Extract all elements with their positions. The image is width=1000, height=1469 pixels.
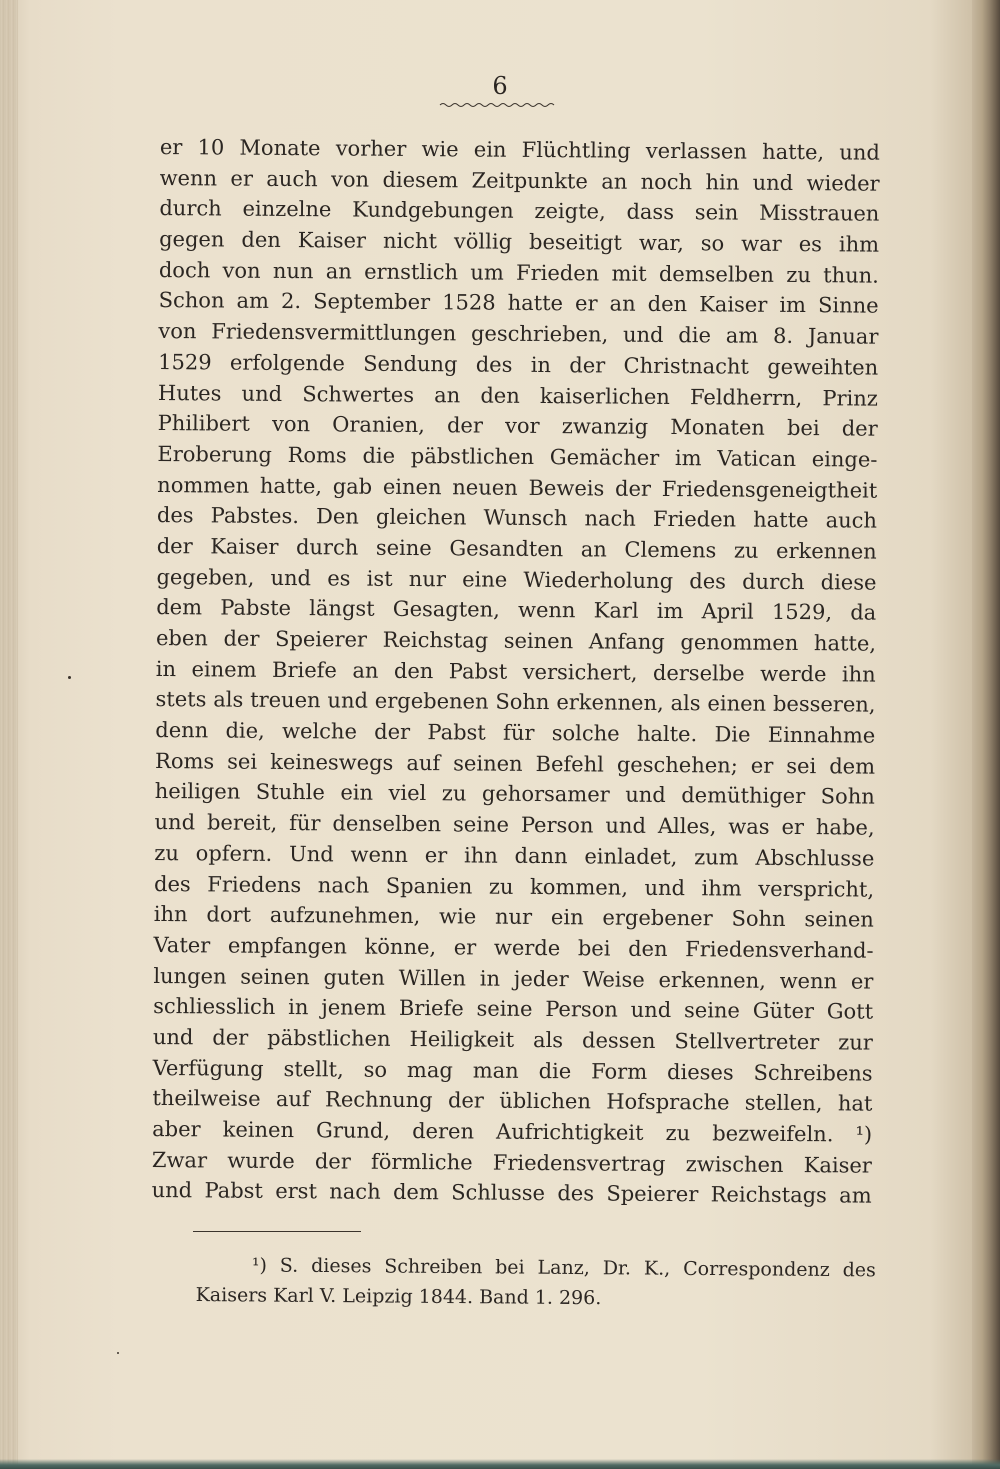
- text-line: theilweise auf Rechnung der üblichen Hofsprache stellen, hat: [152, 1086, 873, 1116]
- text-line: schliesslich in jenem Briefe seine Person und seine Güter Gott: [153, 994, 874, 1024]
- text-line: eben der Speierer Reichstag seinen Anfang genommen hatte,: [155, 625, 877, 656]
- text-line: Hutes und Schwertes an den kaiserlichen Feldherrn, Prinz: [157, 380, 879, 411]
- text-line: doch von nun an ernstlich um Frieden mit demselben zu thun.: [158, 257, 879, 288]
- text-line: nommen hatte, gab einen neuen Beweis der Friedensgeneigtheit: [157, 472, 878, 503]
- text-line: dem Pabste längst Gesagten, wenn Karl im April 1529, da: [156, 595, 877, 625]
- text-line: und bereit, für denselben seine Person und Alles, was er habe,: [154, 810, 875, 840]
- page-number: 6: [492, 72, 508, 100]
- text-line: lungen seinen guten Willen in jeder Weise erkennen, wenn er: [153, 963, 874, 994]
- text-line: stets als treuen und ergebenen Sohn erkennen, als einen besseren,: [155, 687, 876, 718]
- text-line: Zwar wurde der förmliche Friedensvertrag zwischen Kaiser: [151, 1147, 873, 1178]
- text-line: ihn dort aufzunehmen, wie nur ein ergebener Sohn seinen: [153, 902, 874, 932]
- text-line: Vater empfangen könne, er werde bei den Friedensverhand-: [153, 932, 874, 963]
- text-line: und der päbstlichen Heiligkeit als dessen Stellvertreter zur: [152, 1024, 873, 1055]
- footnote: [196, 1250, 876, 1315]
- text-line: der Kaiser durch seine Gesandten an Clemens zu erkennen: [156, 533, 877, 564]
- text-line: in einem Briefe an den Pabst versichert, derselbe werde ihn: [155, 656, 876, 687]
- text-line: durch einzelne Kundgebungen zeigte, dass sein Misstrauen: [159, 196, 880, 227]
- right-page-edge: [972, 0, 1000, 1469]
- text-line: des Pabstes. Den gleichen Wunsch nach Frieden hatte auch: [156, 503, 878, 533]
- text-line: heiligen Stuhle ein viel zu gehorsamer und demüthiger Sohn: [154, 779, 875, 810]
- text-line: aber keinen Grund, deren Aufrichtigkeit zu bezweifeln. ¹): [152, 1116, 873, 1147]
- body-text: [152, 132, 880, 1212]
- text-line: Roms sei keineswegs auf seinen Befehl geschehen; er sei dem: [154, 748, 876, 779]
- footnote-rule: [193, 1231, 361, 1232]
- text-line: und Pabst erst nach dem Schlusse des Speierer Reichstags am: [151, 1178, 872, 1208]
- bottom-page-edge: [0, 1459, 1000, 1469]
- text-line: von Friedensvermittlungen geschrieben, und die am 8. Januar: [158, 319, 879, 349]
- text-line: gegeben, und es ist nur eine Wiederholung des durch diese: [156, 564, 877, 595]
- text-line: Eroberung Roms die päbstlichen Gemächer im Vatican einge-: [157, 441, 878, 472]
- text-line: des Friedens nach Spanien zu kommen, und ihm verspricht,: [154, 871, 875, 902]
- paper-speck: [68, 676, 71, 679]
- text-line: Philibert von Oranien, der vor zwanzig Monaten bei der: [157, 411, 878, 441]
- left-page-edge: [0, 0, 18, 1469]
- wavy-rule-ornament: [438, 100, 558, 110]
- footnote-line: Kaisers Karl V. Leipzig 1844. Band 1. 296.: [195, 1283, 602, 1310]
- text-line: zu opfern. Und wenn er ihn dann einladet, zum Abschlusse: [154, 840, 875, 871]
- footnote-line: ¹) S. dieses Schreiben bei Lanz, Dr. K., Correspondenz des: [251, 1254, 876, 1282]
- text-line: denn die, welche der Pabst für solche halte. Die Einnahme: [155, 718, 876, 748]
- text-line: Schon am 2. September 1528 hatte er an den Kaiser im Sinne: [158, 288, 879, 319]
- paper-speck: [117, 1352, 119, 1354]
- text-line: 1529 erfolgende Sendung des in der Christnacht geweihten: [158, 349, 879, 380]
- text-line: er 10 Monate vorher wie ein Flüchtling verlassen hatte, und: [159, 134, 880, 165]
- text-line: Verfügung stellt, so mag man die Form dieses Schreibens: [152, 1055, 873, 1086]
- text-line: wenn er auch von diesem Zeitpunkte an noch hin und wieder: [159, 165, 880, 196]
- text-line: gegen den Kaiser nicht völlig beseitigt war, so war es ihm: [159, 227, 880, 257]
